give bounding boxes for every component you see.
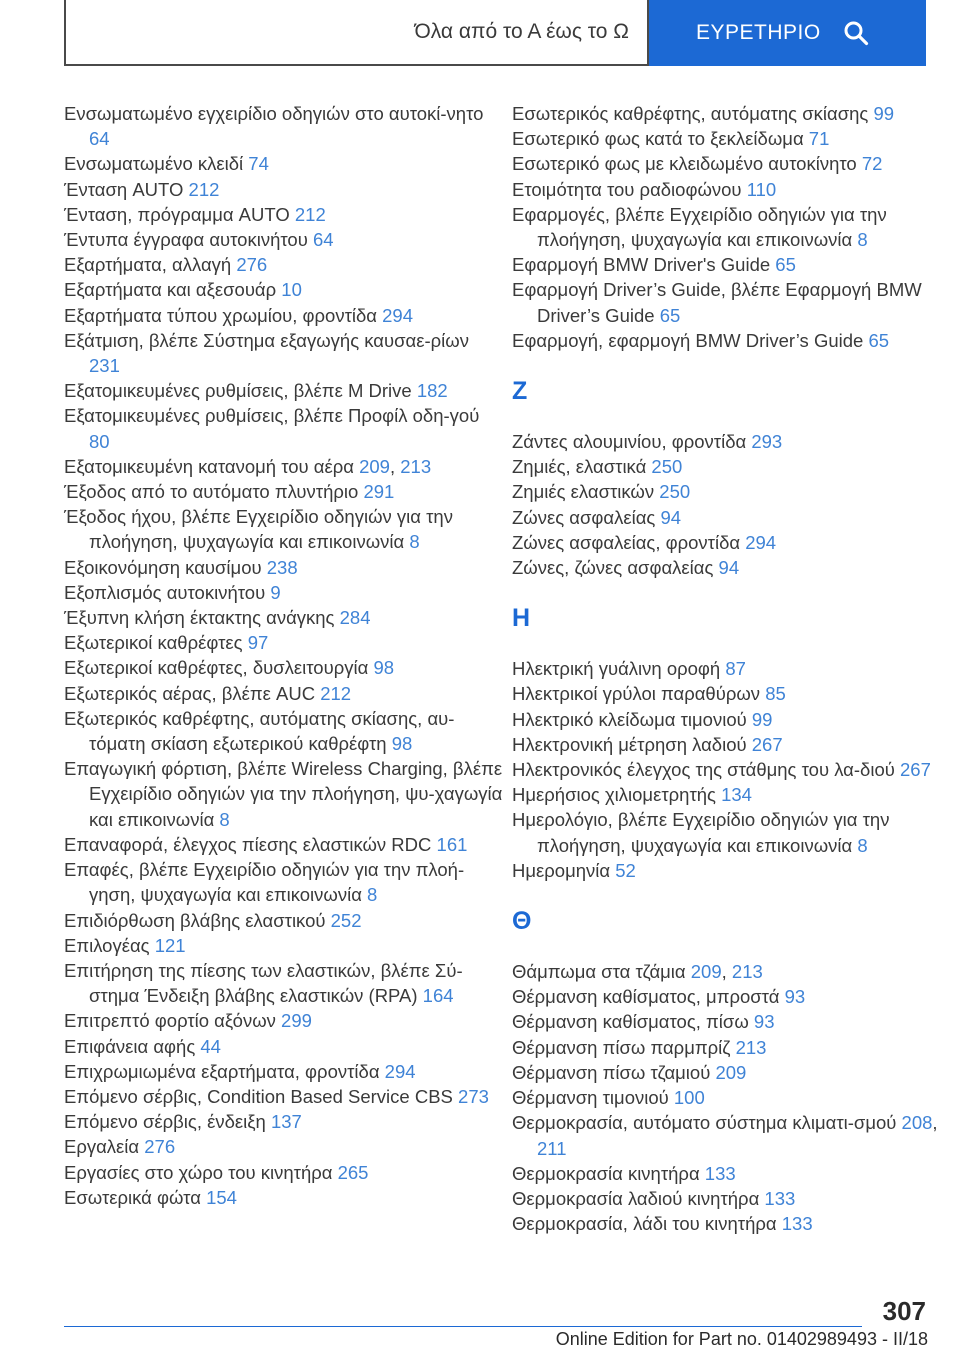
page-ref-link[interactable]: 134: [721, 784, 752, 806]
footer-edition: Online Edition for Part no. 01402989493 - II/18: [555, 1329, 928, 1349]
index-entry-text: Εξωτερικοί καθρέφτες: [64, 632, 243, 654]
page-ref-link[interactable]: 98: [373, 657, 395, 679]
index-entry-text: Θερμοκρασία λαδιού κινητήρα: [512, 1187, 760, 1209]
index-entry: [64, 151, 504, 176]
index-entry-text: Επιχρωμιωμένα εξαρτήματα, φροντίδα: [64, 1060, 380, 1082]
index-entry-text: Θέρμανση πίσω τζαμιού: [512, 1061, 711, 1083]
index-entry-text: Έξοδος από το αυτόματο πλυντήριο: [64, 481, 359, 503]
index-entry: [512, 177, 952, 202]
index-entry: [512, 1085, 952, 1110]
index-entry: [64, 857, 504, 907]
index-entry-text: Επιδιόρθωση βλάβης ελαστικού: [64, 909, 326, 931]
tab-index-label: ΕΥΡΕΤΗΡΙΟ: [696, 21, 821, 44]
page-ref-link[interactable]: 276: [144, 1136, 176, 1158]
page-ref-link[interactable]: 293: [751, 431, 783, 453]
index-entry-text: Εφαρμογές, βλέπε Εγχειρίδιο οδηγιών για την πλοήγηση, ψυχαγωγία και επικοινωνία: [512, 203, 887, 251]
page-ref-link[interactable]: 64: [312, 229, 334, 251]
index-entry: [512, 530, 952, 555]
index-entry: [64, 580, 504, 605]
index-column-right: [512, 101, 952, 1236]
page-ref-link[interactable]: 93: [784, 986, 806, 1008]
page-ref-link[interactable]: 250: [659, 481, 691, 503]
index-entry-text: Επαφές, βλέπε Εγχειρίδιο οδηγιών για την πλοή‐γηση, ψυχαγωγία και επικοινωνία: [64, 859, 465, 906]
index-entry: [512, 252, 952, 277]
index-entry-text: Εξωτερικός καθρέφτης, αυτόματης σκίασης, αυ‐τόματη σκίαση εξωτερικού καθρέφτη: [64, 707, 455, 755]
section-letter: Ζ: [512, 377, 528, 406]
index-entry: [64, 479, 504, 504]
page-ref-link[interactable]: 273: [458, 1085, 489, 1107]
section-letter: Θ: [512, 907, 532, 936]
page-ref-link[interactable]: 252: [330, 909, 362, 931]
index-entry-text: Εσωτερικός καθρέφτης, αυτόματης σκίασης: [512, 103, 869, 124]
page-ref-link[interactable]: 267: [900, 759, 931, 781]
index-entry: [64, 555, 504, 580]
index-entry-text: Ετοιμότητα του ραδιοφώνου: [512, 178, 742, 200]
index-entry: [512, 1060, 952, 1085]
index-entry-text: Θερμοκρασία, λάδι του κινητήρα: [512, 1213, 777, 1235]
index-entry: [512, 1186, 952, 1211]
index-entry: [512, 126, 952, 151]
ref-separator: ,: [389, 455, 396, 477]
index-entry-text: Ζάντες αλουμινίου, φροντίδα: [512, 431, 747, 453]
page-ref-link[interactable]: 97: [247, 632, 269, 654]
page-ref-link[interactable]: 99: [873, 103, 895, 124]
index-entry: [512, 732, 952, 757]
tab-a-to-z[interactable]: [64, 0, 649, 66]
index-entry: [512, 984, 952, 1009]
header-bar: [64, 0, 926, 68]
index-entry: [512, 1110, 952, 1160]
page-ref-link[interactable]: 65: [775, 254, 796, 276]
page-ref-link[interactable]: 52: [615, 859, 636, 881]
search-icon: [843, 20, 869, 46]
page-ref-link[interactable]: 65: [868, 329, 890, 351]
index-entry: [64, 227, 504, 252]
index-entry: [512, 656, 952, 681]
page-ref-link[interactable]: 87: [725, 658, 746, 680]
index-entry: [512, 1161, 952, 1186]
index-entry-text: Ένταση AUTO: [64, 178, 184, 200]
page-ref-link[interactable]: 212: [188, 178, 220, 200]
index-entry: [512, 858, 952, 883]
page-ref-link[interactable]: 8: [219, 808, 230, 830]
index-entry: [512, 807, 952, 857]
index-entry-text: Ζώνες ασφαλείας, φροντίδα: [512, 531, 741, 553]
index-entry: [512, 959, 952, 984]
page-ref-link[interactable]: 231: [89, 355, 120, 377]
index-entry-text: Θέρμανση καθίσματος, μπροστά: [512, 986, 780, 1008]
index-entry: [64, 454, 504, 479]
page-ref-link[interactable]: 208: [901, 1112, 933, 1134]
page-ref-link[interactable]: 238: [266, 556, 298, 578]
index-entry: [64, 202, 504, 227]
page-ref-link[interactable]: 8: [367, 884, 378, 906]
page-ref-link[interactable]: 71: [808, 128, 830, 150]
ref-separator: ,: [932, 1112, 938, 1134]
index-entry: [64, 177, 504, 202]
page-ref-link[interactable]: 99: [751, 708, 773, 730]
index-entry: [512, 151, 952, 176]
page-ref-link[interactable]: 137: [270, 1111, 302, 1133]
index-entry: [512, 681, 952, 706]
index-entry: [512, 555, 952, 580]
page-ref-link[interactable]: 213: [735, 1036, 767, 1058]
page-ref-link[interactable]: 8: [409, 531, 420, 553]
index-entry: [64, 1008, 504, 1033]
page-ref-link[interactable]: 80: [89, 430, 110, 452]
index-entry: [64, 681, 504, 706]
footer-divider: [64, 1326, 862, 1327]
index-entry-text: Επιλογέας: [64, 934, 150, 956]
page-ref-link[interactable]: 74: [248, 153, 269, 175]
index-entry-text: Ηλεκτρική γυάλινη οροφή: [512, 658, 721, 680]
index-entry: [512, 454, 952, 479]
index-entry: [512, 277, 952, 327]
page-ref-link[interactable]: 213: [731, 961, 763, 983]
page-ref-link[interactable]: 291: [363, 481, 395, 503]
page-ref-link[interactable]: 267: [751, 733, 783, 755]
index-entry: [64, 1109, 504, 1134]
index-entry-text: Ημερήσιος χιλιομετρητής: [512, 784, 716, 806]
page-ref-link[interactable]: 284: [339, 607, 371, 629]
page-ref-link[interactable]: 212: [320, 682, 352, 704]
page-ref-link[interactable]: 8: [857, 834, 868, 856]
page-ref-link[interactable]: 98: [391, 733, 413, 755]
page-ref-link[interactable]: 65: [659, 304, 681, 326]
index-entry-text: Έξυπνη κλήση έκτακτης ανάγκης: [64, 607, 335, 629]
index-entry-text: Ηλεκτρονική μέτρηση λαδιού: [512, 733, 747, 755]
index-entry-text: Θέρμανση καθίσματος, πίσω: [512, 1011, 749, 1033]
page-ref-link[interactable]: 133: [781, 1213, 813, 1235]
index-entry: [64, 252, 504, 277]
index-entry-text: Εξαρτήματα και αξεσουάρ: [64, 279, 277, 301]
index-entry: [512, 429, 952, 454]
index-entry: [64, 605, 504, 630]
index-entry-text: Ηλεκτρικό κλείδωμα τιμονιού: [512, 708, 747, 730]
page-ref-link[interactable]: 10: [281, 279, 302, 301]
page-ref-link[interactable]: 294: [384, 1060, 416, 1082]
index-entry-text: Εξάτμιση, βλέπε Σύστημα εξαγωγής καυσαε‐ρίων: [64, 329, 469, 351]
index-entry-text: Θερμοκρασία, αυτόματο σύστημα κλιματι‐σμού: [512, 1112, 897, 1134]
ref-separator: ,: [721, 961, 727, 983]
page-ref-link[interactable]: 182: [416, 380, 448, 402]
index-entry: [512, 1035, 952, 1060]
page-ref-link[interactable]: 9: [270, 581, 281, 603]
index-entry: [64, 1059, 504, 1084]
index-entry: [512, 1009, 952, 1034]
index-entry: [64, 1185, 504, 1210]
index-entry: [64, 328, 504, 378]
tab-index[interactable]: [649, 0, 926, 66]
index-entry-text: Επιφάνεια αφής: [64, 1035, 196, 1057]
index-entry-text: Θάμπωμα στα τζάμια: [512, 961, 686, 983]
index-entry-text: Εξωτερικός αέρας, βλέπε AUC: [64, 682, 316, 704]
index-entry: [64, 933, 504, 958]
index-entry: [512, 101, 952, 126]
index-entry-text: Εξαρτήματα τύπου χρωμίου, φροντίδα: [64, 304, 377, 326]
tab-a-to-z-label: Όλα από το Α έως το Ω: [414, 20, 629, 43]
index-entry-text: Θερμοκρασία κινητήρα: [512, 1162, 700, 1184]
page-ref-link[interactable]: 299: [281, 1010, 312, 1032]
index-entry-text: Εξατομικευμένη κατανομή του αέρα: [64, 455, 354, 477]
page-ref-link[interactable]: 44: [200, 1035, 221, 1057]
index-entry-text: Ένταση, πρόγραμμα AUTO: [64, 203, 290, 225]
index-entry: [64, 958, 504, 1008]
index-entry: [64, 630, 504, 655]
index-entry-text: Επόμενο σέρβις, Condition Based Service CBS: [64, 1085, 453, 1107]
index-entry-text: Ζώνες ασφαλείας: [512, 506, 656, 528]
page-ref-link[interactable]: 64: [89, 128, 110, 150]
page-ref-link[interactable]: 164: [422, 985, 454, 1007]
index-entry-text: Εφαρμογή BMW Driver's Guide: [512, 254, 771, 276]
page-ref-link[interactable]: 211: [537, 1137, 567, 1159]
index-entry-text: Εξατομικευμένες ρυθμίσεις, βλέπε Προφίλ οδη‐γού: [64, 405, 480, 427]
page-ref-link[interactable]: 265: [337, 1161, 369, 1183]
index-entry: [64, 1134, 504, 1159]
index-entry-text: Ζημιές ελαστικών: [512, 481, 655, 503]
index-entry-text: Εξωτερικοί καθρέφτες, δυσλειτουργία: [64, 657, 369, 679]
page-ref-link[interactable]: 209: [359, 455, 390, 477]
index-entry: [64, 504, 504, 554]
page-ref-link[interactable]: 133: [704, 1162, 736, 1184]
page-ref-link[interactable]: 212: [294, 203, 326, 225]
index-entry-text: Έξοδος ήχου, βλέπε Εγχειρίδιο οδηγιών για την πλοήγηση, ψυχαγωγία και επικοινωνία: [64, 506, 453, 553]
index-entry-text: Εργαλεία: [64, 1136, 140, 1158]
index-entry: [512, 479, 952, 504]
index-entry: [64, 1034, 504, 1059]
index-entry-text: Εφαρμογή Driver’s Guide, βλέπε Εφαρμογή BMW Driver’s Guide: [512, 279, 922, 326]
page-ref-link[interactable]: 294: [382, 304, 414, 326]
index-entry-text: Εξατομικευμένες ρυθμίσεις, βλέπε M Drive: [64, 380, 412, 402]
index-column-left: [64, 101, 504, 1210]
index-entry-text: Ηλεκτρονικός έλεγχος της στάθμης του λα‐διού: [512, 759, 895, 781]
index-entry-text: Εσωτερικά φώτα: [64, 1186, 201, 1208]
page-ref-link[interactable]: 213: [400, 455, 432, 477]
page-ref-link[interactable]: 133: [764, 1187, 796, 1209]
page-number: 307: [882, 1296, 926, 1326]
index-entry: [64, 832, 504, 857]
index-entry: [64, 1160, 504, 1185]
index-entry: [64, 756, 504, 832]
index-entry-text: Επιτήρηση της πίεσης των ελαστικών, βλέπε Σύ‐στημα Ένδειξη βλάβης ελαστικών (RPA): [64, 959, 463, 1007]
page-ref-link[interactable]: 154: [206, 1186, 237, 1208]
index-entry-text: Ενσωματωμένο κλειδί: [64, 153, 244, 175]
page-ref-link[interactable]: 8: [857, 229, 868, 251]
index-entry-text: Ενσωματωμένο εγχειρίδιο οδηγιών στο αυτοκί‐νητο: [64, 103, 484, 124]
index-entry: [64, 403, 504, 453]
index-entry: [512, 328, 952, 353]
index-entry-text: Εξοικονόμηση καυσίμου: [64, 556, 262, 578]
index-entry-text: Ημερολόγιο, βλέπε Εγχειρίδιο οδηγιών για την πλοήγηση, ψυχαγωγία και επικοινωνία: [512, 809, 890, 856]
index-entry: [512, 1211, 952, 1236]
index-entry: [64, 655, 504, 680]
page-ref-link[interactable]: 93: [753, 1011, 775, 1033]
index-entry: [512, 757, 952, 782]
index-entry-text: Εξαρτήματα, αλλαγή: [64, 254, 232, 276]
index-entry-text: Ζώνες, ζώνες ασφαλείας: [512, 557, 714, 579]
index-entry: [64, 101, 504, 151]
index-entry-text: Έντυπα έγγραφα αυτοκινήτου: [64, 229, 308, 251]
page-ref-link[interactable]: 72: [861, 153, 883, 175]
index-entry: [512, 782, 952, 807]
index-entry: [64, 277, 504, 302]
page-ref-link[interactable]: 209: [715, 1061, 747, 1083]
index-entry-text: Εφαρμογή, εφαρμογή BMW Driver’s Guide: [512, 329, 864, 351]
index-entry: [512, 202, 952, 252]
index-entry: [64, 908, 504, 933]
index-entry: [64, 378, 504, 403]
page-ref-link[interactable]: 250: [651, 456, 683, 478]
page-ref-link[interactable]: 100: [673, 1087, 705, 1109]
index-entry: [512, 505, 952, 530]
page-ref-link[interactable]: 94: [660, 506, 682, 528]
index-entry-text: Ηλεκτρικοί γρύλοι παραθύρων: [512, 683, 761, 705]
index-entry-text: Επόμενο σέρβις, ένδειξη: [64, 1111, 266, 1133]
index-entry-text: Επαγωγική φόρτιση, βλέπε Wireless Charging, βλέπε Εγχειρίδιο οδηγιών για την πλοήγηση, ψυ‐χαγωγία και επικοινωνία: [64, 758, 503, 830]
index-entry-text: Θέρμανση τιμονιού: [512, 1087, 669, 1109]
page-ref-link[interactable]: 85: [765, 683, 786, 705]
index-entry: [64, 303, 504, 328]
index-entry: [64, 1084, 504, 1109]
index-entry-text: Εσωτερικό φως κατά το ξεκλείδωμα: [512, 128, 804, 150]
page-ref-link[interactable]: 94: [718, 557, 740, 579]
page-ref-link[interactable]: 294: [745, 531, 777, 553]
page-ref-link[interactable]: 276: [236, 254, 268, 276]
page-ref-link[interactable]: 209: [690, 961, 722, 983]
index-entry-text: Ζημιές, ελαστικά: [512, 456, 647, 478]
index-entry: [512, 707, 952, 732]
index-entry: [64, 706, 504, 756]
index-entry-text: Εξοπλισμός αυτοκινήτου: [64, 581, 266, 603]
index-entry-text: Επιτρεπτό φορτίο αξόνων: [64, 1010, 276, 1032]
page-ref-link[interactable]: 121: [154, 934, 186, 956]
page-ref-link[interactable]: 161: [436, 833, 468, 855]
index-entry-text: Θέρμανση πίσω παρμπρίζ: [512, 1036, 731, 1058]
page-ref-link[interactable]: 110: [746, 178, 777, 200]
index-entry-text: Επαναφορά, έλεγχος πίεσης ελαστικών RDC: [64, 833, 432, 855]
index-entry-text: Εσωτερικό φως με κλειδωμένο αυτοκίνητο: [512, 153, 857, 175]
section-letter: Η: [512, 604, 531, 633]
index-entry-text: Εργασίες στο χώρο του κινητήρα: [64, 1161, 333, 1183]
index-entry-text: Ημερομηνία: [512, 859, 611, 881]
